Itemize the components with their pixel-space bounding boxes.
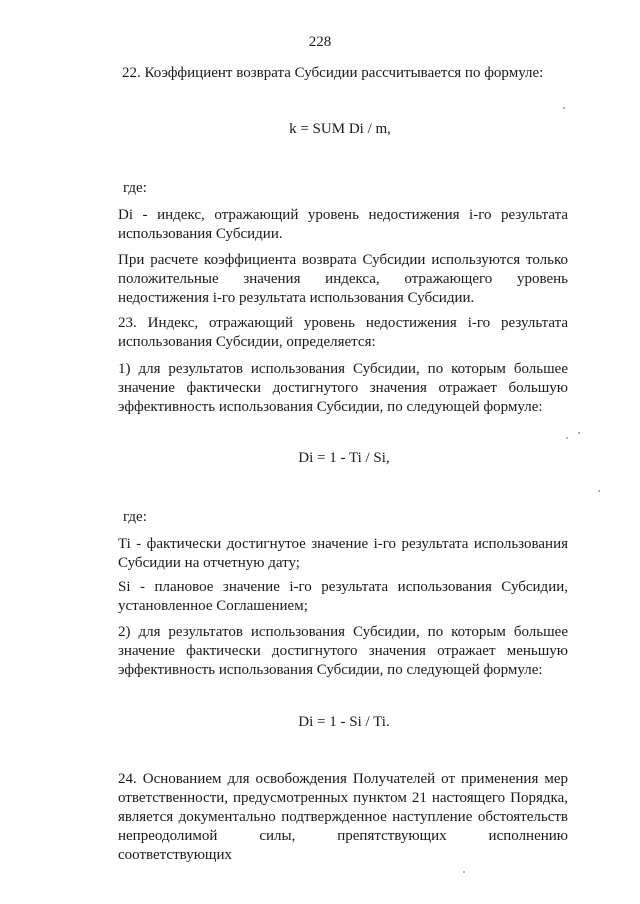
scan-speck	[563, 107, 565, 109]
scan-speck	[598, 490, 600, 492]
paragraph-23-text: 23. Индекс, отражающий уровень недостижения i-го результата использования Субсидии, определяется:	[118, 315, 568, 350]
positive-values-note-text: При расчете коэффициента возврата Субсидии используются только положительные значения индекса, отражающего уровень недостижения i-го результата использования Субсидии.	[118, 252, 568, 306]
item-2-text: 2) для результатов использования Субсидии, по которым большее значение фактически достигнутого значения отражает меньшую эффективность использования Субсидии, по следующей формуле:	[118, 624, 568, 678]
formula-k: k = SUM Di / m,	[289, 121, 391, 137]
paragraph-23	[118, 314, 568, 352]
paragraph-22: 22. Коэффициент возврата Субсидии рассчитывается по формуле:	[122, 65, 544, 81]
item-1	[118, 360, 568, 417]
si-definition-text: Si - плановое значение i-го результата использования Субсидии, установленное Соглашением;	[118, 579, 568, 614]
formula-di-1: Di = 1 - Ti / Si,	[298, 450, 390, 466]
where-label-1: где:	[123, 180, 147, 196]
formula-di-2: Di = 1 - Si / Ti.	[298, 714, 390, 730]
paragraph-24	[118, 770, 568, 865]
scan-speck	[578, 432, 580, 434]
item-2	[118, 623, 568, 680]
page-number: 228	[308, 34, 332, 50]
positive-values-note	[118, 251, 568, 308]
ti-definition	[118, 535, 568, 573]
di-definition-text: Di - индекс, отражающий уровень недостижения i-го результата использования Субсидии.	[118, 207, 568, 242]
ti-definition-text: Ti - фактически достигнутое значение i-го результата использования Субсидии на отчетную дату;	[118, 536, 568, 571]
di-definition	[118, 206, 568, 244]
paragraph-24-text: 24. Основанием для освобождения Получателей от применения мер ответственности, предусмотренных пунктом 21 настоящего Порядка, является документально подтвержденное наступление обстоятельств непреодолимой силы, препятствующих исполнению соответствующих	[118, 771, 568, 863]
scan-speck	[566, 437, 568, 439]
si-definition	[118, 578, 568, 616]
scan-speck	[463, 871, 465, 873]
where-label-2: где:	[123, 509, 147, 525]
item-1-text: 1) для результатов использования Субсидии, по которым большее значение фактически достигнутого значения отражает большую эффективность использования Субсидии, по следующей формуле:	[118, 361, 568, 415]
